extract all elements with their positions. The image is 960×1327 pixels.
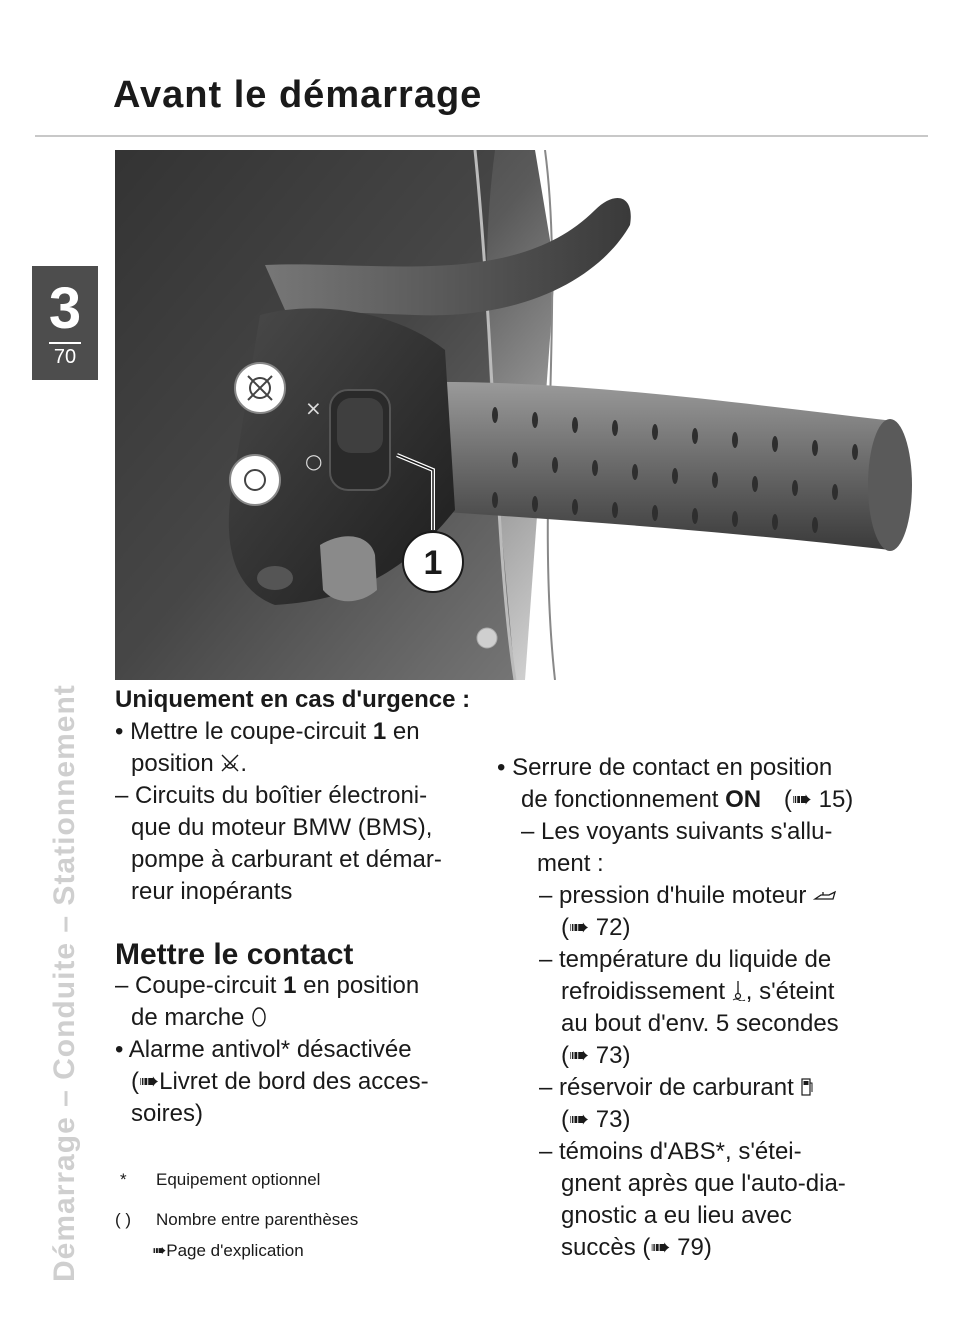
c2-line1: • Alarme antivol* désactivée: [115, 1036, 412, 1063]
contact-heading: Mettre le contact: [115, 938, 354, 971]
coolant-temperature-icon: [732, 979, 746, 1001]
chapter-number: 3: [48, 276, 82, 341]
r5: – pression d'huile moteur: [539, 882, 807, 909]
chapter-divider: [49, 342, 81, 344]
r-line10: [561, 1040, 630, 1072]
r2-c: 15): [818, 786, 854, 813]
r-line3: – Les voyants suivants s'allu-: [521, 818, 833, 845]
r2-b: ON: [725, 786, 762, 813]
item1-d: position: [131, 750, 214, 777]
item2-line4: reur inopérants: [131, 878, 293, 905]
r6-ref-icon: (➠: [561, 914, 596, 941]
item1-b: 1: [372, 718, 387, 745]
r2-ref-icon: (➠: [783, 786, 819, 813]
r-line2: [521, 784, 853, 816]
r-line15: gnostic a eu lieu avec: [561, 1202, 792, 1229]
r-line7: – température du liquide de: [539, 946, 832, 973]
item1-c: en: [386, 718, 420, 745]
c1-d: de marche: [131, 1004, 245, 1031]
item2-line1: – Circuits du boîtier électroni-: [115, 782, 428, 809]
legend3-text: Page d'explication: [166, 1241, 304, 1260]
oil-pressure-icon: [813, 887, 837, 905]
r-line16: [561, 1232, 712, 1264]
item2-line2: que du moteur BMW (BMS),: [131, 814, 433, 841]
r11: – réservoir de carburant: [539, 1074, 794, 1101]
c2-b: Livret de bord des acces-: [159, 1068, 429, 1095]
c1-a: – Coupe-circuit: [115, 972, 284, 999]
r-line5: [539, 880, 837, 912]
r8-b: , s'éteint: [745, 978, 835, 1005]
r-line1: • Serrure de contact en position: [497, 754, 833, 781]
r-line14: gnent après que l'auto-dia-: [561, 1170, 846, 1197]
legend2-sym: ( ): [115, 1210, 132, 1229]
callout-1: 1: [423, 544, 443, 582]
legend1-sym: *: [120, 1170, 127, 1189]
r16-b: 79): [677, 1234, 712, 1261]
r-line9: au bout d'env. 5 secondes: [561, 1010, 839, 1037]
c1-line1: [115, 970, 419, 1002]
r16-ref-icon: ➠: [650, 1234, 678, 1261]
item1-line1: [115, 716, 420, 748]
side-chapter-label: Démarrage – Conduite – Stationnement: [48, 684, 81, 1282]
svg-text:⨯: ⨯: [305, 396, 322, 420]
legend-1: [120, 1170, 321, 1190]
r10-ref-icon: (➠: [561, 1042, 596, 1069]
r-line4: ment :: [537, 850, 604, 877]
legend-arrow-icon: ➠: [152, 1241, 167, 1260]
kill-switch-run-icon: [251, 1006, 267, 1028]
r12-ref-icon: (➠: [561, 1106, 596, 1133]
r-line13: – témoins d'ABS*, s'étei-: [539, 1138, 802, 1165]
r-line11: [539, 1072, 814, 1104]
handlebar-photo: [115, 150, 930, 680]
c2-line3: soires): [131, 1100, 204, 1127]
svg-text:○: ○: [305, 449, 323, 473]
r6: 72): [595, 914, 631, 941]
c1-b: 1: [283, 972, 297, 999]
page-title: Avant le démarrage: [113, 74, 483, 116]
c1-line2: [131, 1002, 267, 1034]
r12: 73): [595, 1106, 631, 1133]
c2-line2: [131, 1066, 429, 1098]
ref-arrow-icon: (➠: [131, 1068, 160, 1095]
legend-3: [152, 1241, 304, 1261]
r8-a: refroidissement: [561, 978, 726, 1005]
r-line12: [561, 1104, 630, 1136]
item2-line3: pompe à carburant et démar-: [131, 846, 442, 873]
fuel-pump-icon: [800, 1077, 814, 1097]
emergency-heading: Uniquement en cas d'urgence :: [115, 686, 471, 713]
legend2-text: Nombre entre parenthèses: [156, 1210, 359, 1229]
page-number: 70: [53, 346, 77, 368]
legend-2: [115, 1210, 359, 1230]
kill-switch-off-icon: [220, 753, 240, 773]
legend1-text: Equipement optionnel: [156, 1170, 321, 1189]
r2-a: de fonctionnement: [521, 786, 726, 813]
item1-line2: position .: [131, 750, 248, 777]
r-line6: [561, 912, 630, 944]
c1-c: en position: [296, 972, 420, 999]
chapter-tab: [32, 266, 98, 380]
item1-a: • Mettre le coupe-circuit: [115, 718, 373, 745]
r10: 73): [595, 1042, 631, 1069]
title-rule: [35, 135, 928, 137]
r16-a: succès (: [561, 1234, 651, 1261]
r-line8: [561, 976, 834, 1008]
